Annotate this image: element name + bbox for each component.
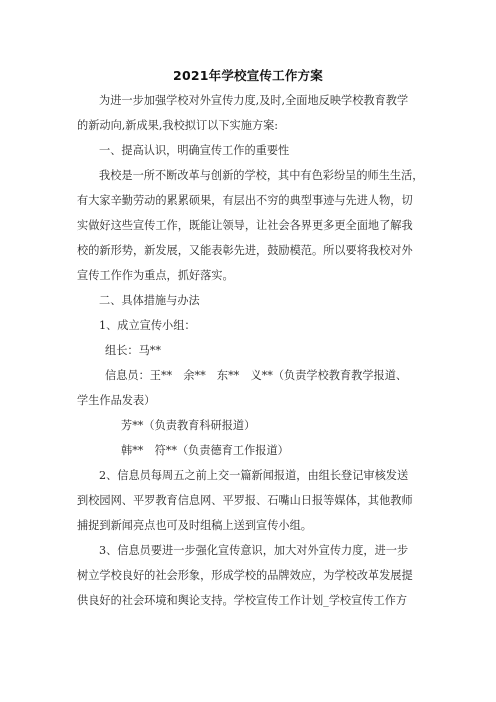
paragraph-line: 我校是一所不断改革与创新的学校，其中有色彩纷呈的师生生活， bbox=[99, 169, 424, 182]
paragraph-line: 1、成立宣传小组： bbox=[99, 319, 196, 332]
paragraph-line: 有大家辛勤劳动的累累硕果，有层出不穷的典型事迹与先进人物，切 bbox=[77, 194, 413, 207]
paragraph-line: 3、信息员要进一步强化宣传意识，加大对外宣传力度，进一步 bbox=[99, 544, 409, 557]
section-heading: 一、提高认识，明确宣传工作的重要性 bbox=[99, 144, 290, 157]
paragraph-line: 树立学校良好的社会形象，形成学校的品牌效应，为学校改革发展提 bbox=[77, 569, 413, 582]
paragraph-line: 宣传工作作为重点，抓好落实。 bbox=[77, 269, 234, 282]
paragraph-line: 供良好的社会环境和舆论支持。学校宣传工作计划_学校宣传工作方 bbox=[77, 594, 408, 607]
paragraph-line: 捕捉到新闻亮点也可及时组稿上送到宣传小组。 bbox=[77, 519, 312, 532]
document-title: 2021年学校宣传工作方案 bbox=[173, 68, 323, 83]
paragraph-line: 韩** 符**（负责德育工作报道） bbox=[121, 444, 289, 457]
paragraph-line: 到校园网、平罗教育信息网、平罗报、石嘴山日报等媒体，其他教师 bbox=[77, 494, 413, 507]
paragraph-line: 组长：马** bbox=[105, 344, 161, 357]
paragraph-line: 的新动向,新成果,我校拟订以下实施方案: bbox=[77, 119, 279, 132]
paragraph-line: 2、信息员每周五之前上交一篇新闻报道，由组长登记审核发送 bbox=[99, 469, 409, 482]
section-heading: 二、具体措施与办法 bbox=[99, 294, 200, 307]
paragraph-line: 实做好这些宣传工作，既能让领导，让社会各界更多更全面地了解我 bbox=[77, 219, 413, 232]
paragraph-line: 信息员：王** 余** 东** 义**（负责学校教育教学报道、 bbox=[105, 369, 408, 382]
paragraph-line: 芳**（负责教育科研报道） bbox=[121, 419, 256, 432]
paragraph-line: 校的新形势，新发展，又能表彰先进，鼓励模范。所以要将我校对外 bbox=[77, 244, 413, 257]
paragraph-line: 为进一步加强学校对外宣传力度,及时,全面地反映学校教育教学 bbox=[99, 94, 409, 107]
paragraph-line: 学生作品发表） bbox=[77, 394, 156, 407]
